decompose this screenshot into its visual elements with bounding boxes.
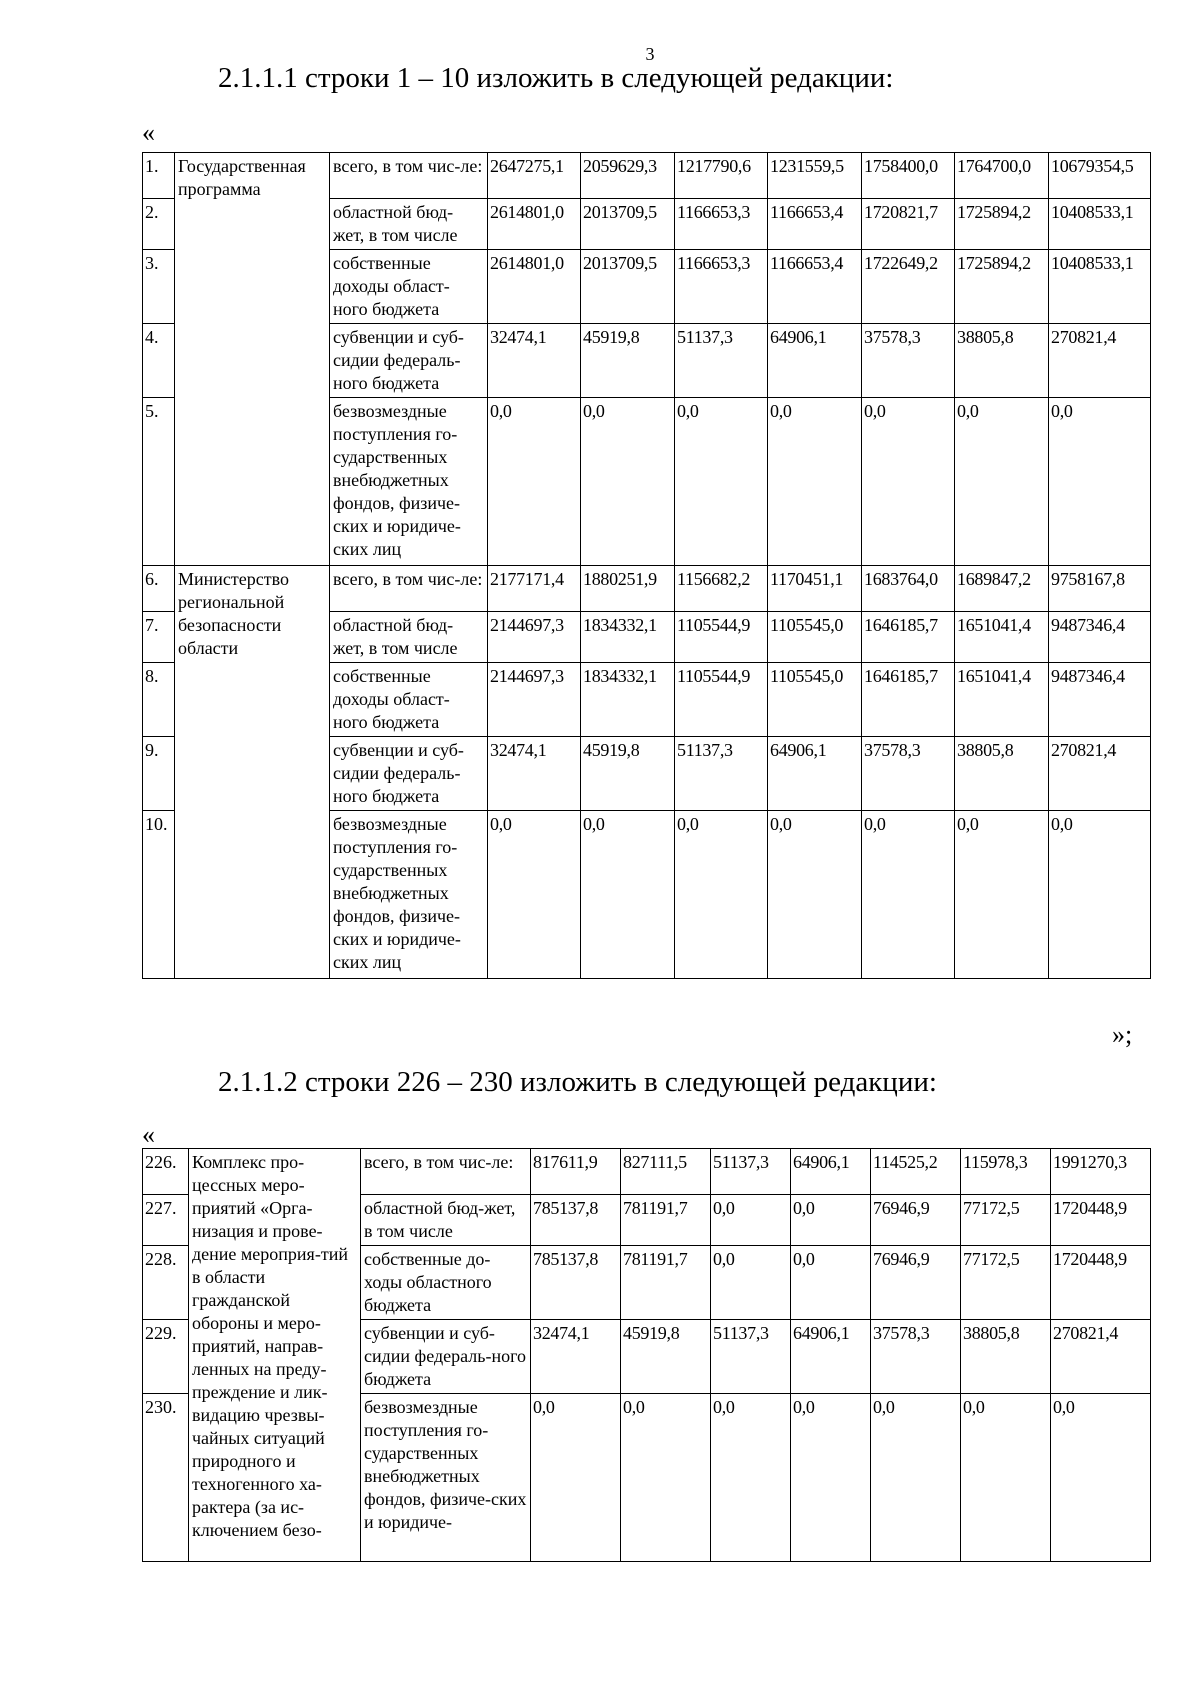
value-cell: 0,0 xyxy=(1049,811,1151,979)
value-cell: 1722649,2 xyxy=(862,250,955,324)
row-number: 5. xyxy=(143,398,175,566)
row-description: субвенции и суб-сидии федераль-ного бюджета xyxy=(361,1320,531,1394)
value-cell: 0,0 xyxy=(711,1195,791,1246)
value-cell: 1683764,0 xyxy=(862,566,955,612)
page-number: 3 xyxy=(645,44,655,64)
value-cell: 1720448,9 xyxy=(1051,1246,1151,1320)
value-cell: 1720448,9 xyxy=(1051,1195,1151,1246)
row-description: безвозмездные поступления го-сударственных внебюджетных фондов, физиче-ских и юридиче-ских лиц xyxy=(330,811,488,979)
value-cell: 1834332,1 xyxy=(581,612,675,663)
section-1-close-quote: »; xyxy=(1112,1020,1133,1049)
value-cell: 114525,2 xyxy=(871,1149,961,1195)
value-cell: 785137,8 xyxy=(531,1195,621,1246)
value-cell: 1651041,4 xyxy=(955,612,1049,663)
value-cell: 1170451,1 xyxy=(768,566,862,612)
value-cell: 9487346,4 xyxy=(1049,663,1151,737)
value-cell: 10679354,5 xyxy=(1049,153,1151,199)
row-description: субвенции и суб-сидии федераль-ного бюджета xyxy=(330,324,488,398)
value-cell: 45919,8 xyxy=(581,737,675,811)
row-description: всего, в том чис-ле: xyxy=(330,153,488,199)
value-cell: 9758167,8 xyxy=(1049,566,1151,612)
row-number: 226. xyxy=(143,1149,189,1195)
value-cell: 77172,5 xyxy=(961,1246,1051,1320)
value-cell: 0,0 xyxy=(791,1394,871,1562)
value-cell: 1166653,4 xyxy=(768,199,862,250)
value-cell: 64906,1 xyxy=(791,1149,871,1195)
row-number: 229. xyxy=(143,1320,189,1394)
value-cell: 1720821,7 xyxy=(862,199,955,250)
value-cell: 0,0 xyxy=(768,398,862,566)
value-cell: 270821,4 xyxy=(1051,1320,1151,1394)
value-cell: 51137,3 xyxy=(711,1320,791,1394)
row-group-name: Государственная программа xyxy=(175,153,330,566)
value-cell: 37578,3 xyxy=(871,1320,961,1394)
row-number: 3. xyxy=(143,250,175,324)
value-cell: 0,0 xyxy=(621,1394,711,1562)
value-cell: 32474,1 xyxy=(488,324,581,398)
value-cell: 0,0 xyxy=(581,811,675,979)
budget-table-rows-226-230 xyxy=(142,1148,1151,1562)
row-number: 8. xyxy=(143,663,175,737)
value-cell: 10408533,1 xyxy=(1049,199,1151,250)
row-group-name: Комплекс про-цессных меро-приятий «Орга-низация и прове-дение мероприя-тий в области гражданской обороны и меро-приятий, направ-ленных на преду-преждение и лик-видацию чрезвы-чайных ситуаций природного и техногенного ха-рактера (за ис-ключением безо- xyxy=(189,1149,361,1562)
row-number: 230. xyxy=(143,1394,189,1562)
value-cell: 77172,5 xyxy=(961,1195,1051,1246)
table-row xyxy=(143,1149,1151,1195)
row-description: субвенции и суб-сидии федераль-ного бюджета xyxy=(330,737,488,811)
value-cell: 0,0 xyxy=(955,811,1049,979)
row-number: 9. xyxy=(143,737,175,811)
section-2-open-quote: « xyxy=(142,1120,155,1149)
value-cell: 32474,1 xyxy=(488,737,581,811)
value-cell: 37578,3 xyxy=(862,737,955,811)
value-cell: 2144697,3 xyxy=(488,663,581,737)
value-cell: 2614801,0 xyxy=(488,250,581,324)
row-number: 1. xyxy=(143,153,175,199)
row-description: собственные до-ходы областного бюджета xyxy=(361,1246,531,1320)
value-cell: 2144697,3 xyxy=(488,612,581,663)
value-cell: 45919,8 xyxy=(581,324,675,398)
row-description: областной бюд-жет, в том числе xyxy=(330,612,488,663)
value-cell: 1105544,9 xyxy=(675,612,768,663)
value-cell: 37578,3 xyxy=(862,324,955,398)
value-cell: 1105545,0 xyxy=(768,612,862,663)
value-cell: 10408533,1 xyxy=(1049,250,1151,324)
value-cell: 1217790,6 xyxy=(675,153,768,199)
value-cell: 781191,7 xyxy=(621,1195,711,1246)
value-cell: 1764700,0 xyxy=(955,153,1049,199)
value-cell: 76946,9 xyxy=(871,1246,961,1320)
row-group-name: Министерство региональной безопасности области xyxy=(175,566,330,979)
section-2-heading: 2.1.1.2 строки 226 – 230 изложить в следующей редакции: xyxy=(218,1066,937,1098)
value-cell: 38805,8 xyxy=(955,737,1049,811)
row-number: 10. xyxy=(143,811,175,979)
value-cell: 0,0 xyxy=(488,398,581,566)
table-row xyxy=(143,153,1151,199)
value-cell: 32474,1 xyxy=(531,1320,621,1394)
value-cell: 51137,3 xyxy=(675,737,768,811)
row-description: всего, в том чис-ле: xyxy=(330,566,488,612)
row-number: 228. xyxy=(143,1246,189,1320)
value-cell: 1651041,4 xyxy=(955,663,1049,737)
row-description: всего, в том чис-ле: xyxy=(361,1149,531,1195)
value-cell: 0,0 xyxy=(791,1195,871,1246)
row-description: областной бюд-жет, в том числе xyxy=(361,1195,531,1246)
table-row xyxy=(143,566,1151,612)
value-cell: 64906,1 xyxy=(768,737,862,811)
value-cell: 0,0 xyxy=(675,811,768,979)
value-cell: 270821,4 xyxy=(1049,324,1151,398)
value-cell: 0,0 xyxy=(581,398,675,566)
value-cell: 1231559,5 xyxy=(768,153,862,199)
value-cell: 1758400,0 xyxy=(862,153,955,199)
value-cell: 0,0 xyxy=(791,1246,871,1320)
value-cell: 0,0 xyxy=(675,398,768,566)
value-cell: 1834332,1 xyxy=(581,663,675,737)
value-cell: 0,0 xyxy=(955,398,1049,566)
value-cell: 0,0 xyxy=(711,1246,791,1320)
value-cell: 1880251,9 xyxy=(581,566,675,612)
value-cell: 2013709,5 xyxy=(581,199,675,250)
value-cell: 1725894,2 xyxy=(955,250,1049,324)
value-cell: 2177171,4 xyxy=(488,566,581,612)
value-cell: 1166653,3 xyxy=(675,250,768,324)
value-cell: 0,0 xyxy=(871,1394,961,1562)
value-cell: 64906,1 xyxy=(791,1320,871,1394)
value-cell: 827111,5 xyxy=(621,1149,711,1195)
value-cell: 0,0 xyxy=(1049,398,1151,566)
value-cell: 781191,7 xyxy=(621,1246,711,1320)
value-cell: 2013709,5 xyxy=(581,250,675,324)
row-number: 4. xyxy=(143,324,175,398)
section-1-heading: 2.1.1.1 строки 1 – 10 изложить в следующей редакции: xyxy=(218,62,894,94)
value-cell: 51137,3 xyxy=(711,1149,791,1195)
value-cell: 45919,8 xyxy=(621,1320,711,1394)
value-cell: 0,0 xyxy=(531,1394,621,1562)
value-cell: 1991270,3 xyxy=(1051,1149,1151,1195)
value-cell: 2614801,0 xyxy=(488,199,581,250)
value-cell: 2059629,3 xyxy=(581,153,675,199)
value-cell: 76946,9 xyxy=(871,1195,961,1246)
value-cell: 270821,4 xyxy=(1049,737,1151,811)
value-cell: 817611,9 xyxy=(531,1149,621,1195)
value-cell: 1156682,2 xyxy=(675,566,768,612)
value-cell: 38805,8 xyxy=(955,324,1049,398)
row-description: областной бюд-жет, в том числе xyxy=(330,199,488,250)
value-cell: 1105544,9 xyxy=(675,663,768,737)
value-cell: 785137,8 xyxy=(531,1246,621,1320)
value-cell: 0,0 xyxy=(1051,1394,1151,1562)
row-number: 227. xyxy=(143,1195,189,1246)
value-cell: 2647275,1 xyxy=(488,153,581,199)
row-description: собственные доходы област-ного бюджета xyxy=(330,250,488,324)
budget-table-rows-1-10 xyxy=(142,152,1151,979)
row-description: безвозмездные поступления го-сударственных внебюджетных фондов, физиче-ских и юридиче-ских лиц xyxy=(330,398,488,566)
value-cell: 0,0 xyxy=(711,1394,791,1562)
value-cell: 1646185,7 xyxy=(862,612,955,663)
row-number: 2. xyxy=(143,199,175,250)
row-number: 6. xyxy=(143,566,175,612)
row-number: 7. xyxy=(143,612,175,663)
value-cell: 9487346,4 xyxy=(1049,612,1151,663)
value-cell: 64906,1 xyxy=(768,324,862,398)
value-cell: 1166653,4 xyxy=(768,250,862,324)
value-cell: 0,0 xyxy=(768,811,862,979)
value-cell: 0,0 xyxy=(862,398,955,566)
value-cell: 0,0 xyxy=(488,811,581,979)
value-cell: 0,0 xyxy=(862,811,955,979)
value-cell: 115978,3 xyxy=(961,1149,1051,1195)
value-cell: 51137,3 xyxy=(675,324,768,398)
value-cell: 1166653,3 xyxy=(675,199,768,250)
value-cell: 1105545,0 xyxy=(768,663,862,737)
row-description: собственные доходы област-ного бюджета xyxy=(330,663,488,737)
section-1-open-quote: « xyxy=(142,118,155,147)
value-cell: 0,0 xyxy=(961,1394,1051,1562)
value-cell: 1646185,7 xyxy=(862,663,955,737)
value-cell: 1689847,2 xyxy=(955,566,1049,612)
value-cell: 1725894,2 xyxy=(955,199,1049,250)
row-description: безвозмездные поступления го-сударственных внебюджетных фондов, физиче-ских и юридиче- xyxy=(361,1394,531,1562)
value-cell: 38805,8 xyxy=(961,1320,1051,1394)
